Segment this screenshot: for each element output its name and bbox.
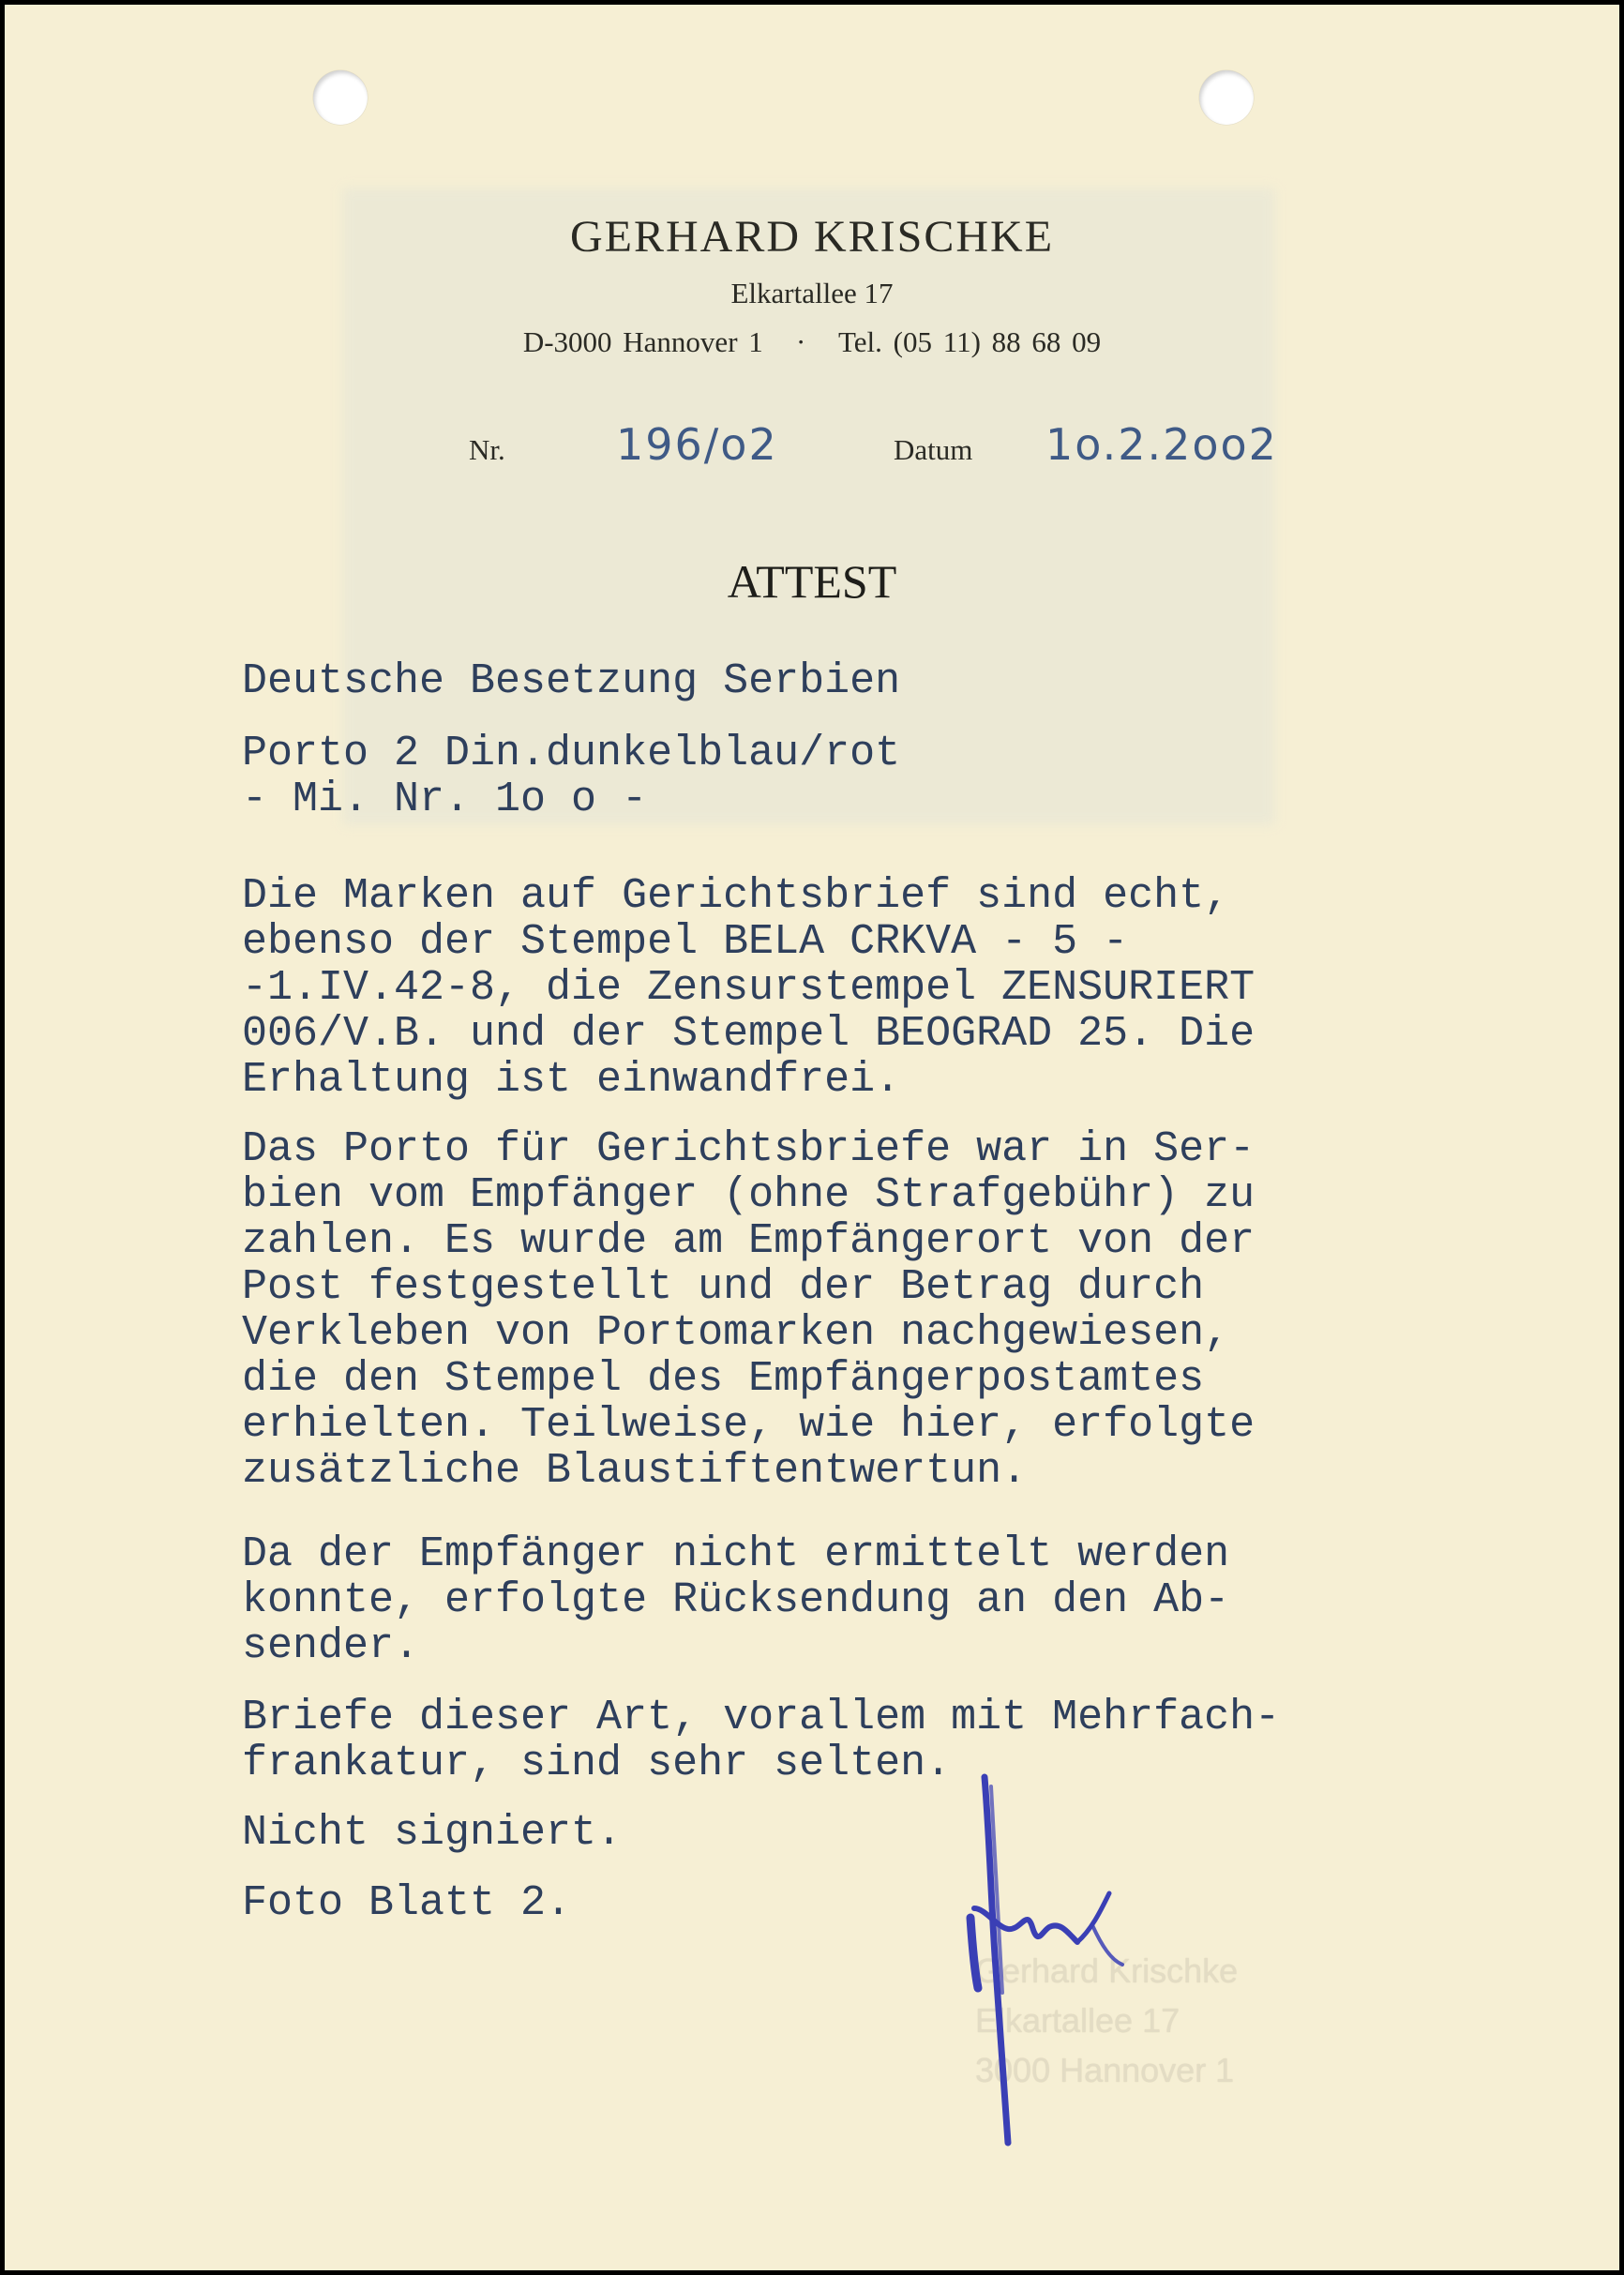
letterhead-street: Elkartallee 17 [730, 277, 894, 309]
certificate-page [5, 5, 1619, 2270]
nr-value: 196/o2 [616, 419, 778, 470]
subject-line-3: - Mi. Nr. 1o o - [242, 776, 648, 823]
punch-hole-right [1199, 70, 1254, 125]
punch-hole-left [313, 70, 368, 125]
paragraph-authenticity: Die Marken auf Gerichtsbrief sind echt, ebenso der Stempel BELA CRKVA - 5 - -1.IV.42-8, die Zensurstempel ZENSURIERT 006/V.B. und der Stempel BEOGRAD 25. Die Erhaltung ist einwandfrei. [242, 872, 1256, 1104]
handwritten-signature [952, 1768, 1195, 2162]
paragraph-postage: Das Porto für Gerichtsbriefe war in Ser- bien vom Empfänger (ohne Strafgebühr) zu zahlen. Es wurde am Empfängerort von der Post festgestellt und der Betrag durch Verkleben von Portomarken nachgewiesen, die den Stempel des Empfängerpostamtes erhielten. Teilweise, wie hier, erfolgte zusätzliche Blaustiftentwertun. [242, 1125, 1256, 1495]
subject-line-2: Porto 2 Din.dunkelblau/rot [242, 730, 901, 777]
nr-label: Nr. [469, 433, 505, 466]
paragraph-return: Da der Empfänger nicht ermittelt werden konnte, erfolgte Rücksendung an den Ab- sender. [242, 1530, 1230, 1670]
paragraph-rarity: Briefe dieser Art, vorallem mit Mehrfach- frankatur, sind sehr selten. [242, 1694, 1281, 1787]
paragraph-not-signed: Nicht signiert. [242, 1809, 623, 1857]
document-title: ATTEST [727, 555, 897, 608]
letterhead-name: GERHARD KRISCHKE [569, 212, 1055, 262]
paragraph-photo: Foto Blatt 2. [242, 1879, 572, 1927]
address-stamp: Gerhard Krischke Elkartallee 17 3000 Hannover 1 [975, 1951, 1239, 2089]
datum-value: 1o.2.2oo2 [1045, 419, 1278, 470]
datum-label: Datum [894, 433, 973, 466]
subject-line-1: Deutsche Besetzung Serbien [242, 657, 901, 705]
letterhead-city-tel: D-3000 Hannover 1 · Tel. (05 11) 88 68 09 [522, 325, 1102, 358]
